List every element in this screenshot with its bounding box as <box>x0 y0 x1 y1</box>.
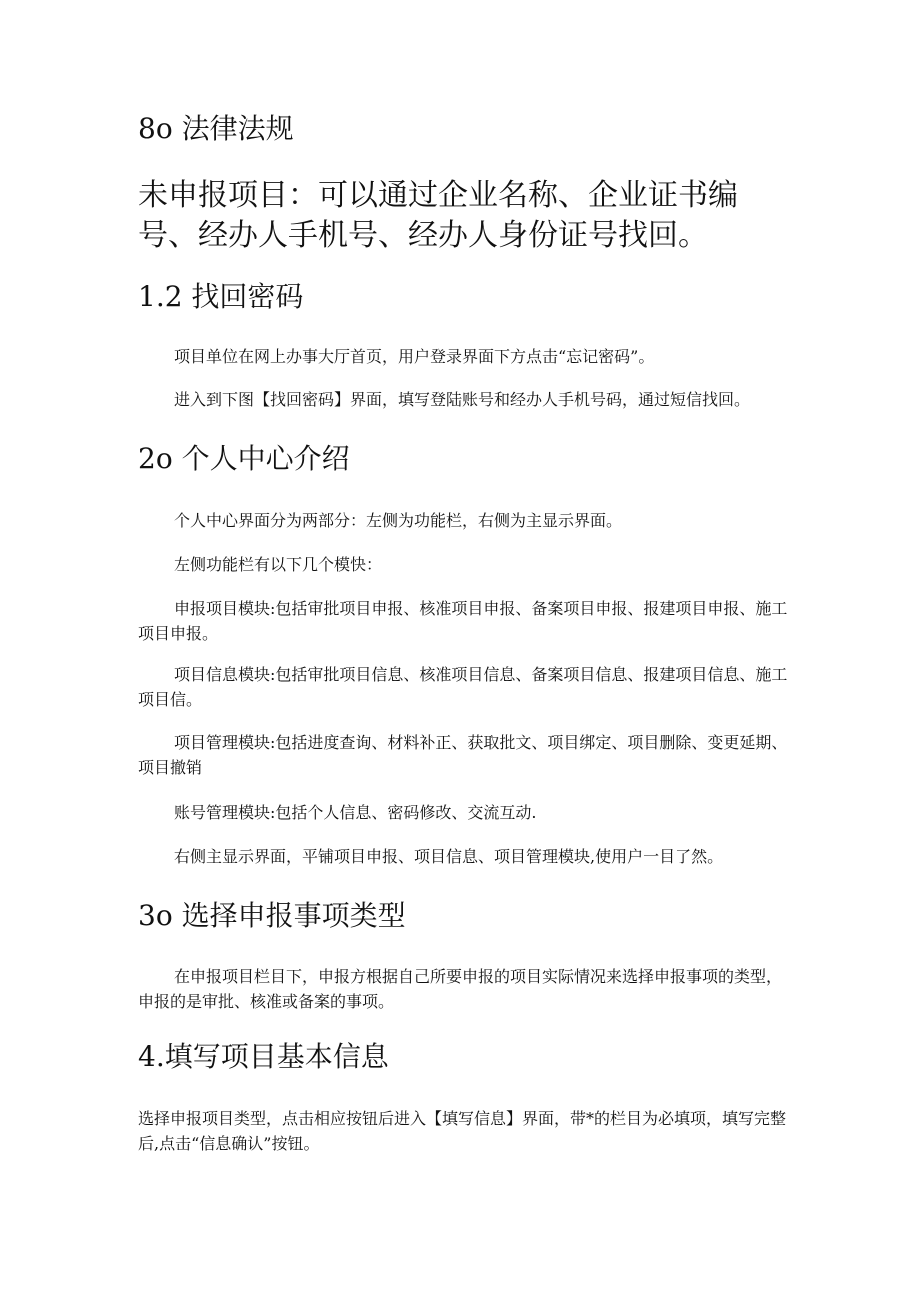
paragraph-personal-4: 项目信息模块:包括审批项目信息、核准项目信息、备案项目信息、报建项目信息、施工项目信。 <box>138 665 788 709</box>
heading-laws: 8o 法律法规 <box>138 112 294 145</box>
paragraph-password-2: 进入到下图【找回密码】界面，填写登陆账号和经办人手机号码，通过短信找回。 <box>174 390 751 409</box>
paragraph-personal-7: 右侧主显示界面，平铺项目申报、项目信息、项目管理模块,使用户一目了然。 <box>174 847 724 866</box>
paragraph-personal-6: 账号管理模块:包括个人信息、密码修改、交流互动. <box>174 803 537 822</box>
paragraph-fill-1: 选择申报项目类型，点击相应按钮后进入【填写信息】界面，带*的栏目为必填项，填写完整后,点击“信息确认”按钮。 <box>138 1109 787 1153</box>
paragraph-select-1: 在申报项目栏目下，申报方根据自己所要申报的项目实际情况来选择申报事项的类型，申报的是审批、核准或备案的事项。 <box>138 967 783 1011</box>
heading-recover-password: 1.2 找回密码 <box>138 280 304 313</box>
heading-personal-center: 2o 个人中心介绍 <box>138 442 350 475</box>
paragraph-personal-2: 左侧功能栏有以下几个模快： <box>174 555 383 574</box>
paragraph-password-1: 项目单位在网上办事大厅首页，用户登录界面下方点击“忘记密码”。 <box>174 347 655 366</box>
paragraph-personal-5: 项目管理模块:包括进度查询、材料补正、获取批文、项目绑定、项目删除、变更延期、项目撤销 <box>138 733 788 777</box>
undeclared-project-note: 未申报项目：可以通过企业名称、企业证书编号、经办人手机号、经办人身份证号找回。 <box>138 178 738 253</box>
paragraph-personal-1: 个人中心界面分为两部分：左侧为功能栏，右侧为主显示界面。 <box>174 511 623 530</box>
heading-select-type: 3o 选择申报事项类型 <box>138 899 406 932</box>
paragraph-personal-3: 申报项目模块:包括审批项目申报、核准项目申报、备案项目申报、报建项目申报、施工项目申报。 <box>138 599 788 643</box>
heading-fill-info: 4.填写项目基本信息 <box>138 1040 389 1073</box>
